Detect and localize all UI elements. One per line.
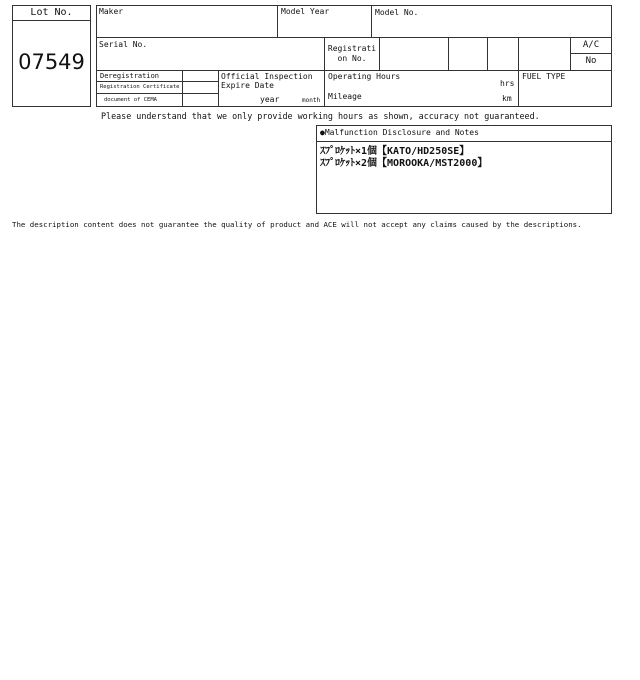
registration-label-2: on No.	[337, 54, 367, 63]
ac-label: A/C	[582, 40, 600, 50]
official-inspection-label-2: Expire Date	[221, 81, 274, 90]
maker-cell	[96, 5, 278, 38]
reg-value-1	[379, 37, 449, 71]
serial-no-label: Serial No.	[99, 40, 148, 49]
km-label: km	[502, 94, 512, 103]
hrs-label: hrs	[500, 79, 515, 88]
fuel-type-label: FUEL TYPE	[522, 72, 566, 81]
lot-label: Lot No.	[30, 7, 73, 18]
malfunction-title: ●Malfunction Disclosure and Notes	[320, 128, 479, 137]
cema-value	[182, 93, 219, 107]
registration-cert-label: Registration Certificate	[100, 84, 180, 90]
cema-label: document of CEMA	[104, 97, 157, 103]
hours-notice: Please understand that we only provide working hours as shown, accuracy not guaranteed.	[101, 111, 540, 121]
mileage-label: Mileage	[328, 92, 362, 101]
disclaimer: The description content does not guarantee the quality of product and ACE will not accept any claims caused by the descriptions.	[12, 220, 582, 229]
model-no-label: Model No.	[375, 8, 419, 17]
deregistration-label: Deregistration	[100, 72, 160, 80]
registration-label-1: Registrati	[327, 44, 377, 53]
reg-value-2	[448, 37, 488, 71]
maker-label: Maker	[99, 7, 124, 16]
official-inspection-label-1: Official Inspection	[221, 72, 313, 81]
model-year-label: Model Year	[281, 7, 330, 16]
ac-value: No	[585, 56, 597, 66]
malfunction-line-1: ｽﾌﾟﾛｹｯﾄ×1個【KATO/HD250SE】	[320, 146, 470, 157]
operating-hours-label: Operating Hours	[328, 72, 401, 81]
reg-value-4	[518, 37, 571, 71]
malfunction-line-2: ｽﾌﾟﾛｹｯﾄ×2個【MOROOKA/MST2000】	[320, 158, 488, 169]
reg-value-3	[487, 37, 519, 71]
month-label: month	[302, 97, 321, 104]
year-label: year	[260, 95, 280, 104]
lot-number: 07549	[18, 50, 85, 74]
